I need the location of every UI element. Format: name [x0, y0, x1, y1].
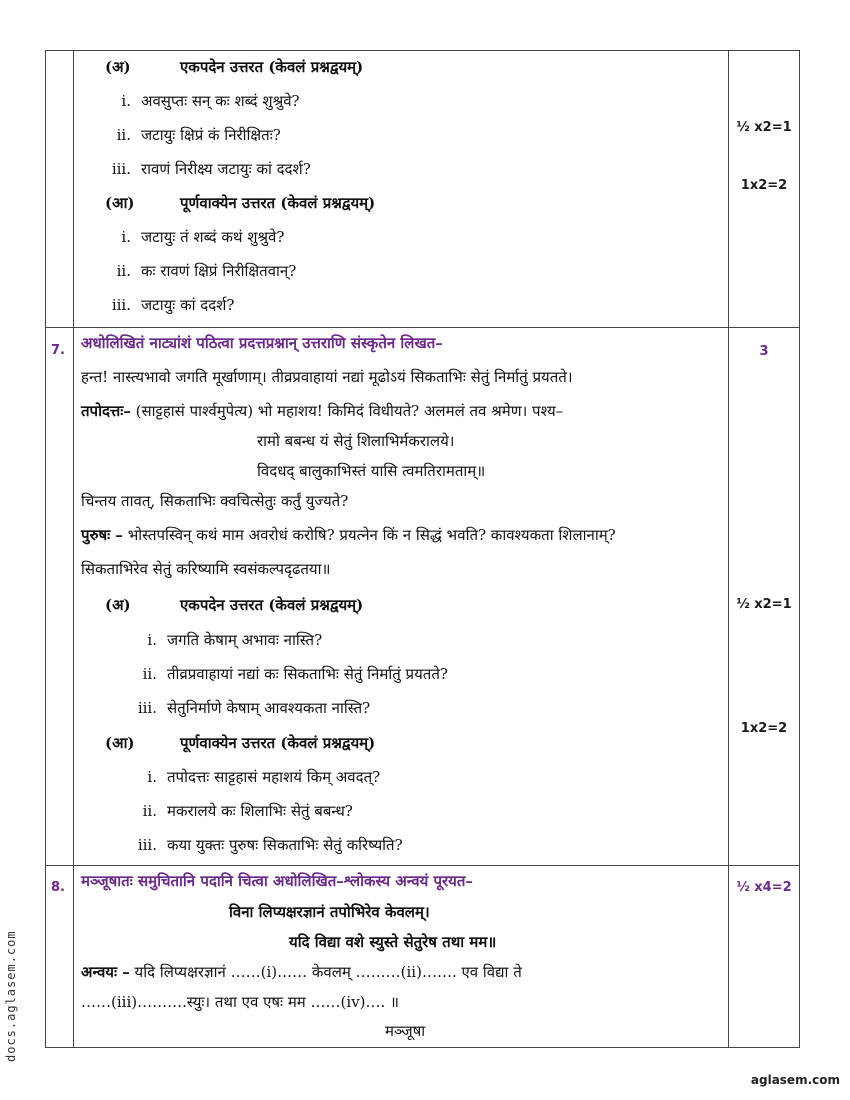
speaker-name: तपोदत्तः– — [81, 402, 131, 420]
marks-label: ½ x2=1 — [736, 597, 792, 612]
verse-line: विना लिप्यक्षरज्ञानं तपोभिरेव केवलम्। — [229, 903, 430, 921]
subpart-heading — [105, 595, 363, 615]
list-item: i. अवसुप्तः सन् कः शब्दं शुश्रुवे? — [121, 92, 300, 110]
list-item: iii. रावणं निरीक्ष्य जटायुः कां ददर्श? — [111, 160, 311, 178]
verse-line: विदधद् बालुकाभिस्तं यासि त्वमतिरामताम्॥ — [257, 462, 486, 480]
dialogue-line: तपोदत्तः– (साट्टहासं पार्श्वमुपेत्य) भो महाशय! किमिदं विधीयते? अलमलं तव श्रमेण। पश्य– — [81, 402, 564, 420]
subpart-label: (अ) — [105, 596, 131, 614]
anvaya-line: ……(iii)……….स्युः। तथा एव एषः मम ……(iv)…. ॥ — [81, 993, 400, 1011]
passage-line: चिन्तय तावत्, सिकताभिः क्वचित्सेतुः कर्तुं युज्यते? — [81, 492, 349, 510]
list-item: iii. सेतुनिर्माणे केषाम् आवश्यकता नास्ति? — [137, 699, 371, 717]
list-item: i. तपोदत्तः साट्टहासं महाशयं किम् अवदत्? — [147, 768, 381, 786]
subpart-instruction: पूर्णवाक्येन उत्तरत (केवलं प्रश्नद्वयम्) — [180, 194, 376, 212]
passage-line: हन्त! नास्त्यभावो जगति मूर्खाणाम्। तीव्रप्रवाहायां नद्यां मूढोऽयं सिकताभिः सेतुं निर्मातुं प्रयतते। — [81, 368, 573, 386]
marks-label: ½ x2=1 — [736, 120, 792, 135]
subpart-instruction: पूर्णवाक्येन उत्तरत (केवलं प्रश्नद्वयम्) — [180, 734, 376, 752]
subpart-heading — [105, 733, 375, 753]
dialogue-line: पुरुषः – भोस्तपस्विन् कथं माम अवरोधं करोषि? प्रयत्नेन किं न सिद्धं भवति? कावश्यकता शिलानाम्? — [81, 526, 616, 544]
question-table — [45, 50, 800, 1048]
subpart-instruction: एकपदेन उत्तरत (केवलं प्रश्नद्वयम्) — [180, 596, 364, 614]
passage-line: सिकताभिरेव सेतुं करिष्यामि स्वसंकल्पदृढतया॥ — [81, 560, 331, 578]
list-item: i. जटायुः तं शब्दं कथं शुश्रुवे? — [121, 228, 285, 246]
subpart-label: (आ) — [105, 194, 135, 212]
footer-site-name: aglasem.com — [750, 1073, 840, 1087]
word-box-title: मञ्जूषा — [385, 1022, 426, 1040]
side-watermark: docs.aglasem.com — [4, 930, 18, 1062]
list-item: ii. मकरालये कः शिलाभिः सेतुं बबन्ध? — [142, 802, 353, 820]
anvaya-label: अन्वयः – — [81, 963, 130, 981]
list-item: i. जगति केषाम् अभावः नास्ति? — [147, 631, 323, 649]
table-row — [45, 327, 800, 865]
subpart-label: (अ) — [105, 58, 131, 76]
table-row — [45, 865, 800, 1047]
question-number: 7. — [51, 343, 65, 358]
subpart-heading — [105, 193, 375, 213]
marks-label: ½ x4=2 — [736, 880, 792, 895]
anvaya-line: अन्वयः – यदि लिप्यक्षरज्ञानं ……(i)…… केवलम् ………(ii)……. एव विद्या ते — [81, 963, 522, 981]
question-instruction: अधोलिखितं नाट्यांशं पठित्वा प्रदत्तप्रश्नान् उत्तराणि संस्कृतेन लिखत– — [81, 334, 443, 352]
list-item: ii. तीव्रप्रवाहायां नद्यां कः सिकताभिः सेतुं निर्मातुं प्रयतते? — [142, 665, 448, 683]
verse-line: रामो बबन्ध यं सेतुं शिलाभिर्मकरालये। — [257, 432, 455, 450]
question-instruction: मञ्जूषातः समुचितानि पदानि चित्वा अधोलिखित–श्लोकस्य अन्वयं पूरयत– — [81, 872, 473, 890]
subpart-instruction: एकपदेन उत्तरत (केवलं प्रश्नद्वयम्) — [180, 58, 364, 76]
speaker-name: पुरुषः – — [81, 526, 123, 544]
subpart-label: (आ) — [105, 734, 135, 752]
table-row — [45, 50, 800, 327]
marks-label: 3 — [759, 344, 769, 359]
question-number: 8. — [51, 880, 65, 895]
marks-label: 1x2=2 — [740, 721, 788, 736]
list-item: iii. कया युक्तः पुरुषः सिकताभिः सेतुं करिष्यति? — [137, 836, 403, 854]
list-item: ii. जटायुः क्षिप्रं कं निरीक्षितः? — [116, 126, 281, 144]
table-border-bottom — [45, 1047, 800, 1048]
verse-line: यदि विद्या वशे स्युस्ते सेतुरेष तथा मम॥ — [289, 933, 497, 951]
list-item: ii. कः रावणं क्षिप्रं निरीक्षितवान्? — [116, 262, 297, 280]
marks-label: 1x2=2 — [740, 178, 788, 193]
list-item: iii. जटायुः कां ददर्श? — [111, 296, 235, 314]
subpart-heading — [105, 57, 363, 77]
